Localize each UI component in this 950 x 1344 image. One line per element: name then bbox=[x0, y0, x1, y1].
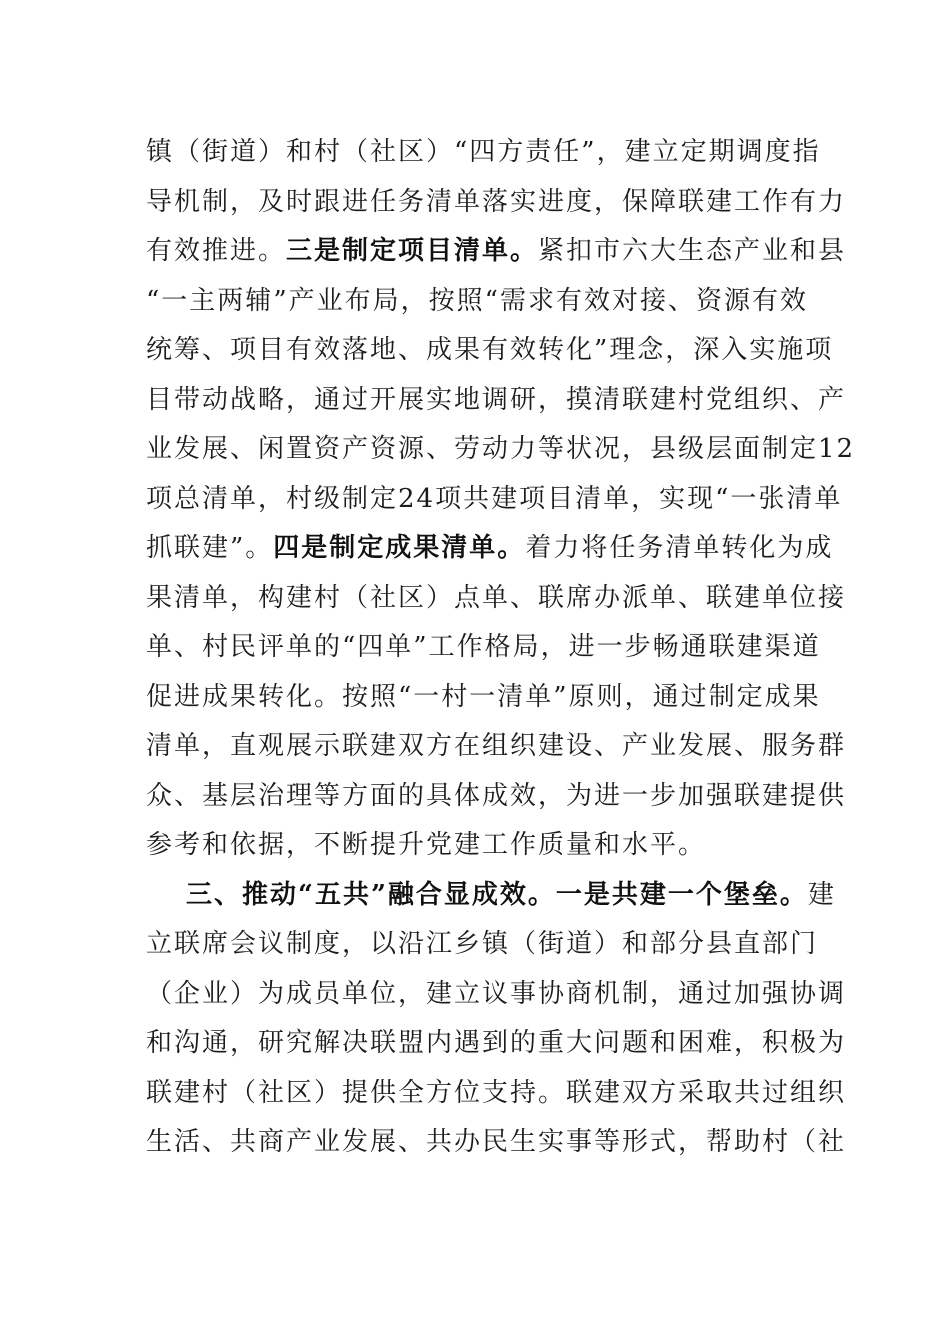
bold-heading-text: 四是制定成果清单。 bbox=[273, 533, 526, 563]
text-line bbox=[146, 920, 819, 970]
text-line bbox=[146, 722, 847, 772]
text-line bbox=[146, 574, 847, 624]
text-line bbox=[146, 1118, 847, 1168]
text-line bbox=[146, 376, 847, 426]
body-text-segment: 立联席会议制度，以沿江乡镇（街道）和部分县直部门 bbox=[146, 929, 819, 959]
body-text-segment: 清单，直观展示联建双方在组织建设、产业发展、服务群 bbox=[146, 731, 847, 761]
bold-heading-text: 三、推动“五共”融合显成效。一是共建一个堡垒。 bbox=[186, 879, 808, 910]
text-line bbox=[146, 821, 808, 871]
body-text-segment: 参考和依据，不断提升党建工作质量和水平。 bbox=[146, 830, 707, 860]
text-line bbox=[146, 524, 834, 574]
body-text-segment: 紧扣市六大生态产业和县 bbox=[538, 236, 847, 266]
body-text-segment: 果清单，构建村（社区）点单、联席办派单、联建单位接 bbox=[146, 582, 847, 613]
text-line bbox=[146, 772, 847, 822]
text-line bbox=[146, 178, 847, 228]
body-text-segment: 单、村民评单的“四单”工作格局，进一步畅通联建渠道 bbox=[146, 632, 821, 662]
text-line bbox=[146, 326, 834, 376]
text-line bbox=[146, 227, 847, 277]
body-text-segment: 促进成果转化。按照“一村一清单”原则，通过制定成果 bbox=[146, 681, 821, 712]
text-line bbox=[146, 277, 808, 327]
body-text-segment: 目带动战略，通过开展实地调研，摸清联建村党组织、产 bbox=[146, 384, 847, 415]
body-text-segment: 项总清单，村级制定24项共建项目清单，实现“一张清单 bbox=[146, 483, 843, 514]
text-line bbox=[146, 1019, 847, 1069]
body-text-segment: 和沟通，研究解决联盟内遇到的重大问题和困难，积极为 bbox=[146, 1028, 847, 1058]
body-text-segment: 镇（街道）和村（社区）“四方责任”，建立定期调度指 bbox=[146, 137, 821, 167]
body-text-segment: 众、基层治理等方面的具体成效，为进一步加强联建提供 bbox=[146, 780, 847, 811]
body-text-segment: 联建村（社区）提供全方位支持。联建双方采取共过组织 bbox=[146, 1077, 847, 1108]
body-text-segment: （企业）为成员单位，建立议事协商机制，通过加强协调 bbox=[146, 978, 847, 1009]
text-line bbox=[146, 673, 821, 723]
body-text bbox=[146, 128, 856, 1168]
body-text-segment: 生活、共商产业发展、共办民生实事等形式，帮助村（社 bbox=[146, 1127, 847, 1157]
body-text-segment: 抓联建”。 bbox=[146, 533, 274, 563]
body-text-segment: 建 bbox=[807, 879, 836, 910]
body-text-segment: 导机制，及时跟进任务清单落实进度，保障联建工作有力 bbox=[146, 186, 847, 217]
text-line bbox=[146, 623, 821, 673]
body-text-segment: 业发展、闲置资产资源、劳动力等状况，县级层面制定12 bbox=[146, 434, 856, 464]
text-line bbox=[146, 128, 821, 178]
body-text-segment: “一主两辅”产业布局，按照“需求有效对接、资源有效 bbox=[146, 285, 808, 316]
text-line bbox=[146, 871, 836, 921]
body-text-segment: 着力将任务清单转化为成 bbox=[525, 533, 834, 563]
text-line bbox=[146, 425, 856, 475]
text-line bbox=[146, 970, 847, 1020]
bold-heading-text: 三是制定项目清单。 bbox=[286, 236, 539, 266]
body-text-segment: 统筹、项目有效落地、成果有效转化”理念，深入实施项 bbox=[146, 335, 834, 365]
text-line bbox=[146, 475, 843, 525]
text-line bbox=[146, 1069, 847, 1119]
body-text-segment: 有效推进。 bbox=[146, 236, 287, 266]
